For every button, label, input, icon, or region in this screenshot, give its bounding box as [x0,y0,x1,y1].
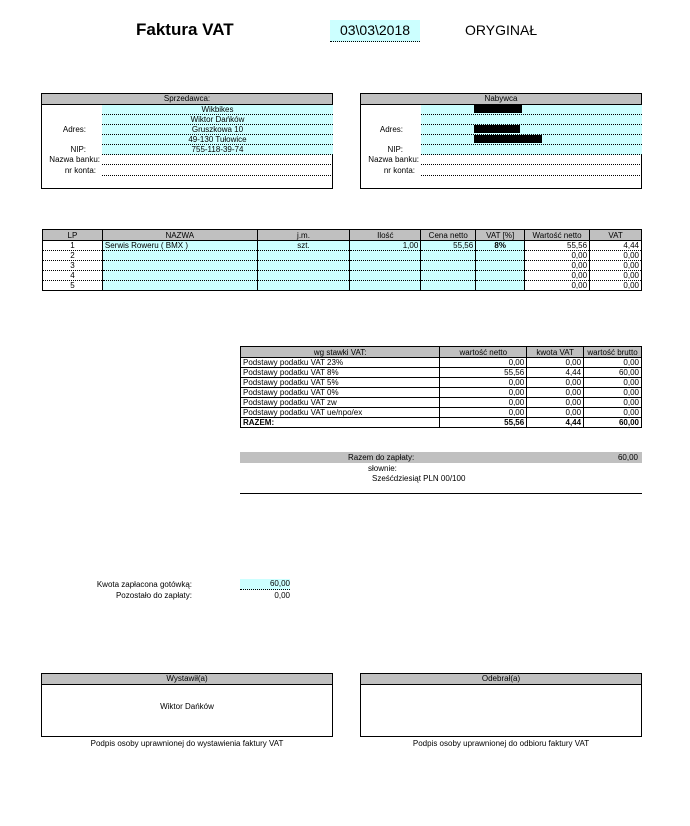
cell-net-value: 0,00 [525,251,590,261]
cell-vat-rate[interactable] [476,271,525,281]
cell-name[interactable] [102,281,257,291]
vat-total-net: 55,56 [440,418,527,428]
seller-street[interactable]: Gruszkowa 10 [102,125,333,135]
vat-row-label: Podstawy podatku VAT 5% [241,378,440,388]
table-row [43,251,642,261]
invoice-date[interactable]: 03\03\2018 [330,20,420,42]
amount-due-label: Razem do zapłaty: [348,453,415,462]
col-name: NAZWA [102,230,257,241]
cell-vat-rate[interactable]: 8% [476,241,525,251]
remaining-label: Pozostało do zapłaty: [115,591,192,600]
cell-net-price[interactable] [421,251,476,261]
buyer-nip[interactable] [421,145,642,155]
cell-net-value: 55,56 [525,241,590,251]
original-label: ORYGINAŁ [465,22,538,38]
cell-net-value: 0,00 [525,281,590,291]
table-row [241,368,642,378]
amount-words-label: słownie: [368,464,397,473]
table-row [241,398,642,408]
buyer-nip-label: NIP: [387,145,403,154]
cell-lp: 1 [43,241,103,251]
issuer-signature-title: Wystawił(a) [42,674,332,685]
vat-row-gross: 0,00 [584,408,642,418]
vat-row-net: 0,00 [440,398,527,408]
items-header-row [43,230,642,241]
cell-qty[interactable] [350,281,421,291]
col-vat-rate-label: wg stawki VAT: [241,347,440,358]
seller-bank-label: Nazwa banku: [49,155,100,164]
col-vat: VAT [590,230,642,241]
seller-account[interactable] [102,166,333,176]
cell-lp: 3 [43,261,103,271]
cell-net-value: 0,00 [525,271,590,281]
table-row [241,358,642,368]
table-row [43,241,642,251]
vat-row-vat: 0,00 [527,408,584,418]
vat-row-label: Podstawy podatku VAT ue/npo/ex [241,408,440,418]
cell-net-price[interactable] [421,261,476,271]
invoice-title: Faktura VAT [136,20,234,39]
issuer-name: Wiktor Dańków [160,702,214,711]
cell-lp: 2 [43,251,103,261]
vat-row-label: Podstawy podatku VAT 8% [241,368,440,378]
vat-row-vat: 0,00 [527,378,584,388]
col-net-value: wartość netto [440,347,527,358]
cell-net-price[interactable] [421,271,476,281]
cell-name[interactable] [102,251,257,261]
vat-header-row [241,347,642,358]
seller-title: Sprzedawca: [42,94,332,105]
buyer-title: Nabywca [361,94,641,105]
vat-total-vat: 4,44 [527,418,584,428]
seller-name-1[interactable]: Wikbikes [102,105,333,115]
vat-row-vat: 0,00 [527,358,584,368]
amount-due-value: 60,00 [617,453,638,462]
redaction-mark [474,125,520,133]
vat-row-gross: 0,00 [584,358,642,368]
vat-total-row [241,418,642,428]
cell-vat: 4,44 [590,241,642,251]
buyer-account-label: nr konta: [383,166,415,175]
vat-row-gross: 60,00 [584,368,642,378]
vat-row-label: Podstawy podatku VAT 23% [241,358,440,368]
table-row [43,271,642,281]
vat-row-vat: 0,00 [527,388,584,398]
cell-lp: 4 [43,271,103,281]
vat-row-vat: 4,44 [527,368,584,378]
cell-name[interactable] [102,271,257,281]
vat-row-gross: 0,00 [584,388,642,398]
cash-paid-field[interactable]: 60,00 [240,579,290,590]
cell-vat: 0,00 [590,261,642,271]
cell-qty[interactable] [350,261,421,271]
vat-row-net: 0,00 [440,378,527,388]
cell-qty[interactable] [350,271,421,281]
seller-city[interactable]: 49-130 Tułowice [102,135,333,145]
vat-row-label: Podstawy podatku VAT zw [241,398,440,408]
vat-total-gross: 60,00 [584,418,642,428]
table-row [241,378,642,388]
issuer-signature-box [41,673,333,737]
table-row [43,261,642,271]
cell-unit[interactable] [257,251,350,261]
remaining-value: 0,00 [274,591,290,600]
issuer-signature-caption: Podpis osoby uprawnionej do wystawienia faktury VAT [90,739,284,748]
buyer-street[interactable] [421,125,642,135]
buyer-bank[interactable] [421,155,642,165]
col-net-price: Cena netto [421,230,476,241]
cell-name[interactable]: Serwis Roweru ( BMX ) [102,241,257,251]
seller-bank[interactable] [102,155,333,165]
table-row [241,388,642,398]
buyer-bank-label: Nazwa banku: [368,155,419,164]
cell-unit[interactable] [257,261,350,271]
redaction-mark [474,135,542,143]
col-net-value: Wartość netto [525,230,590,241]
vat-row-net: 55,56 [440,368,527,378]
col-unit: j.m. [257,230,350,241]
seller-name-2[interactable]: Wiktor Dańków [102,115,333,125]
items-table [42,229,642,291]
redaction-mark [474,105,522,113]
seller-box [41,93,333,189]
buyer-name-1[interactable] [421,105,642,115]
col-qty: Ilość [350,230,421,241]
cell-vat: 0,00 [590,251,642,261]
amount-words: Sześćdziesiąt PLN 00/100 [372,474,466,483]
amount-due-bar [240,452,642,463]
receiver-signature-box [360,673,642,737]
cell-unit[interactable]: szt. [257,241,350,251]
cell-vat-rate[interactable] [476,261,525,271]
buyer-box [360,93,642,189]
cell-unit[interactable] [257,271,350,281]
buyer-name-2[interactable] [421,115,642,125]
vat-row-gross: 0,00 [584,398,642,408]
cell-vat-rate[interactable] [476,281,525,291]
buyer-address-label: Adres: [379,125,403,134]
cash-paid-label: Kwota zapłacona gotówką: [96,580,192,589]
vat-row-vat: 0,00 [527,398,584,408]
vat-row-label: Podstawy podatku VAT 0% [241,388,440,398]
cell-net-value: 0,00 [525,261,590,271]
vat-row-net: 0,00 [440,408,527,418]
divider-line [240,493,642,494]
seller-nip[interactable]: 755-118-39-74 [102,145,333,155]
vat-summary-table [240,346,642,428]
col-lp: LP [43,230,103,241]
cell-name[interactable] [102,261,257,271]
cell-qty[interactable] [350,251,421,261]
seller-nip-label: NIP: [70,145,86,154]
cell-unit[interactable] [257,281,350,291]
cell-lp: 5 [43,281,103,291]
col-gross-value: wartość brutto [584,347,642,358]
cell-net-price[interactable] [421,281,476,291]
vat-row-net: 0,00 [440,388,527,398]
cell-vat: 0,00 [590,281,642,291]
cell-vat: 0,00 [590,271,642,281]
seller-address-label: Adres: [62,125,86,134]
cell-vat-rate[interactable] [476,251,525,261]
table-row [241,408,642,418]
receiver-signature-caption: Podpis osoby uprawnionej do odbioru faktury VAT [412,739,590,748]
vat-row-gross: 0,00 [584,378,642,388]
vat-total-label: RAZEM: [241,418,440,428]
buyer-account[interactable] [421,166,642,176]
receiver-signature-title: Odebrał(a) [361,674,641,685]
cell-qty[interactable]: 1,00 [350,241,421,251]
seller-account-label: nr konta: [64,166,96,175]
cell-net-price[interactable]: 55,56 [421,241,476,251]
col-vat-amount: kwota VAT [527,347,584,358]
table-row [43,281,642,291]
col-vat-rate: VAT [%] [476,230,525,241]
vat-row-net: 0,00 [440,358,527,368]
